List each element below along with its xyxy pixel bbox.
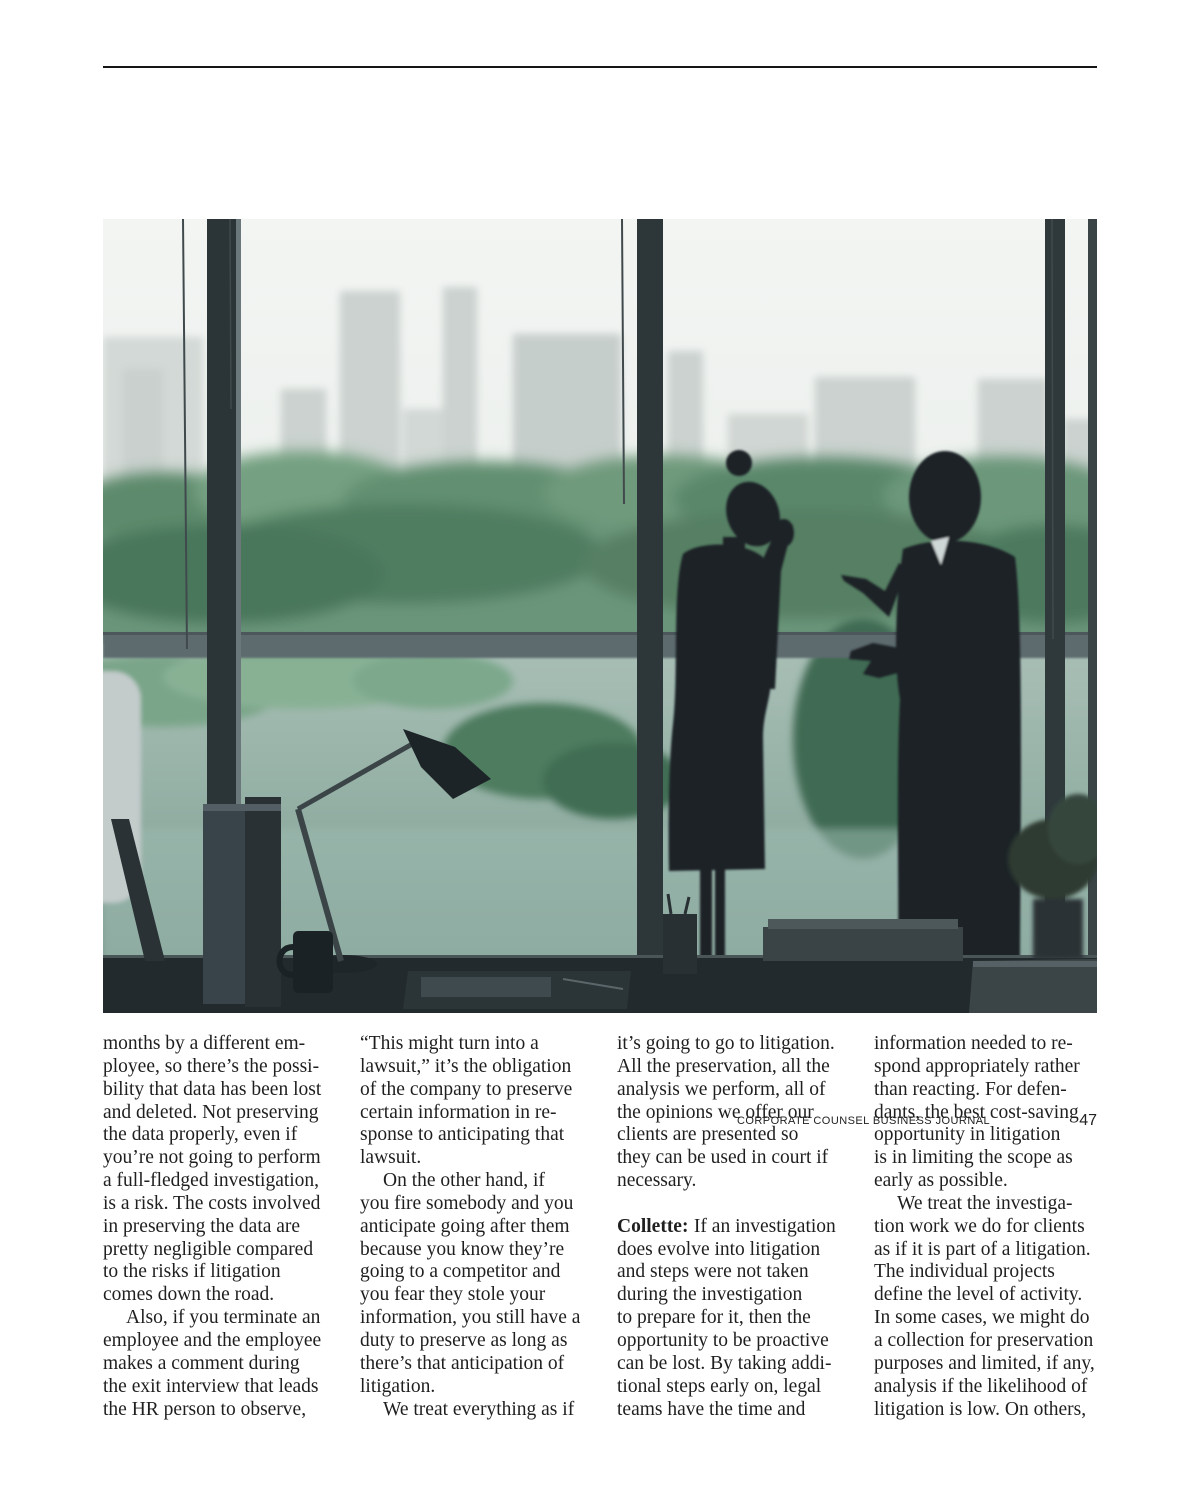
text-line-text: If an investigation bbox=[693, 1215, 836, 1237]
text-line: The individual projects bbox=[874, 1261, 1055, 1283]
text-line: months by a different em- bbox=[103, 1033, 306, 1054]
speaker-line bbox=[617, 1216, 852, 1239]
text-line: analysis if the likelihood of bbox=[874, 1375, 1088, 1397]
text-line: We treat the investiga- bbox=[897, 1192, 1073, 1214]
text-line: define the level of activity. bbox=[874, 1284, 1083, 1306]
text-line: lawsuit. bbox=[360, 1147, 422, 1169]
text-line: duty to preserve as long as bbox=[360, 1329, 568, 1351]
text-line: and deleted. Not preserving bbox=[103, 1101, 319, 1123]
text-line: during the investigation bbox=[617, 1284, 803, 1306]
text-line: early as possible. bbox=[874, 1170, 1008, 1192]
text-line: going to a competitor and bbox=[360, 1261, 561, 1283]
text-line: a collection for preservation bbox=[874, 1329, 1094, 1351]
text-line: the data properly, even if bbox=[103, 1124, 298, 1146]
text-line: We treat everything as if bbox=[383, 1398, 575, 1420]
text-column-2 bbox=[360, 1033, 595, 1421]
text-line: ployee, so there’s the possi- bbox=[103, 1055, 320, 1077]
text-line: opportunity to be proactive bbox=[617, 1329, 829, 1351]
text-line: teams have the time and bbox=[617, 1398, 806, 1420]
text-line: bility that data has been lost bbox=[103, 1078, 322, 1100]
text-line: lawsuit,” it’s the obligation bbox=[360, 1055, 572, 1077]
text-line: “This might turn into a bbox=[360, 1033, 539, 1054]
text-line: the HR person to observe, bbox=[103, 1398, 307, 1420]
text-line: it’s going to go to litigation. bbox=[617, 1033, 835, 1054]
text-line: Also, if you terminate an bbox=[126, 1307, 321, 1329]
text-line: dants, the best cost-saving bbox=[874, 1101, 1079, 1123]
text-line: is in limiting the scope as bbox=[874, 1147, 1073, 1169]
top-rule bbox=[103, 66, 1097, 68]
page-number: 47 bbox=[1079, 1112, 1097, 1129]
notebook-stack bbox=[763, 919, 963, 961]
text-line: can be lost. By taking addi- bbox=[617, 1352, 832, 1374]
text-line: employee and the employee bbox=[103, 1329, 322, 1351]
text-line: information needed to re- bbox=[874, 1033, 1073, 1054]
text-line: makes a comment during bbox=[103, 1352, 300, 1374]
text-line: to the risks if litigation bbox=[103, 1261, 281, 1283]
text-line: of the company to preserve bbox=[360, 1078, 573, 1100]
text-column-3 bbox=[617, 1033, 852, 1421]
text-column-4 bbox=[874, 1033, 1109, 1421]
tablet bbox=[403, 971, 631, 1009]
text-line: you’re not going to perform bbox=[103, 1147, 321, 1169]
paragraph-spacer bbox=[617, 1193, 852, 1216]
text-line: because you know they’re bbox=[360, 1238, 565, 1260]
window-mullion bbox=[637, 219, 663, 1013]
text-line: information, you still have a bbox=[360, 1307, 581, 1329]
text-line: opportunity in litigation bbox=[874, 1124, 1061, 1146]
text-line: anticipate going after them bbox=[360, 1215, 570, 1237]
binders bbox=[203, 797, 281, 1007]
text-line: a full-fledged investigation, bbox=[103, 1170, 320, 1192]
text-line: clients are presented so bbox=[617, 1124, 799, 1146]
article-photo bbox=[103, 219, 1097, 1013]
text-line: On the other hand, if bbox=[383, 1170, 545, 1192]
text-line: In some cases, we might do bbox=[874, 1307, 1090, 1329]
text-line: does evolve into litigation bbox=[617, 1238, 821, 1260]
books bbox=[969, 959, 1097, 1013]
text-line: pretty negligible compared bbox=[103, 1238, 314, 1260]
text-line: purposes and limited, if any, bbox=[874, 1352, 1095, 1374]
text-line: and steps were not taken bbox=[617, 1261, 809, 1283]
text-line: is a risk. The costs involved bbox=[103, 1192, 321, 1214]
photo-illustration bbox=[103, 219, 1097, 1013]
text-line: litigation is low. On others, bbox=[874, 1398, 1087, 1420]
publication-name: CORPORATE COUNSEL BUSINESS JOURNAL bbox=[737, 1115, 991, 1127]
text-line: comes down the road. bbox=[103, 1284, 275, 1306]
text-line: litigation. bbox=[360, 1375, 436, 1397]
text-line: to prepare for it, then the bbox=[617, 1307, 811, 1329]
text-line: All the preservation, all the bbox=[617, 1055, 830, 1077]
text-line: as if it is part of a litigation. bbox=[874, 1238, 1091, 1260]
text-line: the exit interview that leads bbox=[103, 1375, 319, 1397]
speaker-name: Collette: bbox=[617, 1215, 689, 1237]
text-line: the opinions we offer our bbox=[617, 1101, 814, 1123]
text-line: there’s that anticipation of bbox=[360, 1352, 565, 1374]
text-line: than reacting. For defen- bbox=[874, 1078, 1067, 1100]
text-line: in preserving the data are bbox=[103, 1215, 301, 1237]
text-line: you fire somebody and you bbox=[360, 1192, 574, 1214]
text-line: tional steps early on, legal bbox=[617, 1375, 822, 1397]
text-line: analysis we perform, all of bbox=[617, 1078, 826, 1100]
text-line: certain information in re- bbox=[360, 1101, 557, 1123]
text-line: sponse to anticipating that bbox=[360, 1124, 565, 1146]
text-line: necessary. bbox=[617, 1170, 697, 1192]
text-line: they can be used in court if bbox=[617, 1147, 829, 1169]
text-line: you fear they stole your bbox=[360, 1284, 546, 1306]
text-line: tion work we do for clients bbox=[874, 1215, 1085, 1237]
text-line: spond appropriately rather bbox=[874, 1055, 1080, 1077]
text-column-1 bbox=[103, 1033, 338, 1421]
